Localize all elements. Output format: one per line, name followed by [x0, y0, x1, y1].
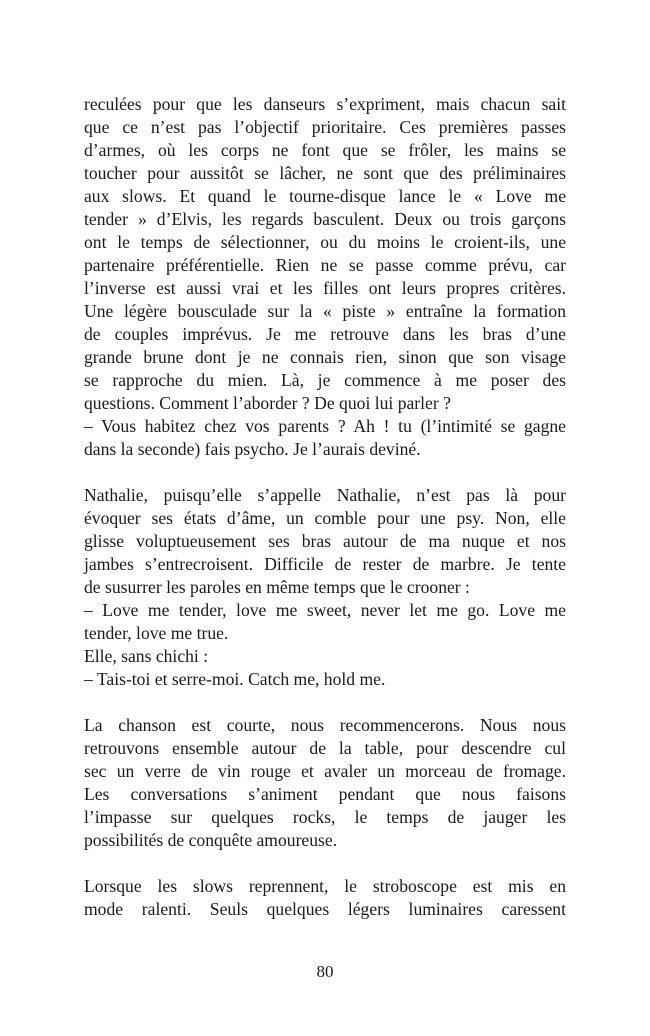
text-line: – Vous habitez chez vos parents ? Ah ! tu (l’intimité se gagne [84, 416, 566, 436]
text-line: reculées pour que les danseurs s’expriment, mais chacun sait [84, 94, 566, 114]
text-line: de susurrer les paroles en même temps que le crooner : [84, 577, 470, 597]
text-line: retrouvons ensemble autour de la table, pour descendre cul [84, 738, 566, 758]
text-line: toucher pour aussitôt se lâcher, ne sont que des préliminaires [84, 163, 566, 183]
text-line: dans la seconde) fais psycho. Je l’aurais deviné. [84, 439, 421, 459]
paragraph-gap [84, 691, 566, 714]
text-line: Elle, sans chichi : [84, 646, 209, 666]
text-line: Les conversations s’animent pendant que nous faisons [84, 784, 566, 804]
text-line: l’impasse sur quelques rocks, le temps de jauger les [84, 807, 566, 827]
paragraph-4 [84, 875, 566, 921]
text-line: de couples imprévus. Je me retrouve dans les bras d’une [84, 324, 566, 344]
text-line: que ce n’est pas l’objectif prioritaire. Ces premières passes [84, 117, 566, 137]
text-line: sec un verre de vin rouge et avaler un morceau de fromage. [84, 761, 566, 781]
text-line: évoquer ses états d’âme, un comble pour une psy. Non, elle [84, 508, 566, 528]
paragraph-2 [84, 484, 566, 691]
text-line: se rapproche du mien. Là, je commence à me poser des [84, 370, 566, 390]
text-line: d’armes, où les corps ne font que se frôler, les mains se [84, 140, 566, 160]
text-line: questions. Comment l’aborder ? De quoi lui parler ? [84, 393, 451, 413]
text-line: La chanson est courte, nous recommencerons. Nous nous [84, 715, 566, 735]
text-line: – Tais-toi et serre-moi. Catch me, hold me. [84, 669, 386, 689]
text-line: Une légère bousculade sur la « piste » entraîne la formation [84, 301, 566, 321]
paragraph-gap [84, 852, 566, 875]
text-line: – Love me tender, love me sweet, never let me go. Love me [84, 600, 566, 620]
page-number: 80 [316, 962, 334, 981]
book-page [84, 93, 566, 921]
paragraph-3 [84, 714, 566, 852]
text-line: jambes s’entrecroisent. Difficile de rester de marbre. Je tente [84, 554, 566, 574]
text-line: Lorsque les slows reprennent, le stroboscope est mis en [84, 876, 566, 896]
text-line: tender, love me true. [84, 623, 229, 643]
text-line: Nathalie, puisqu’elle s’appelle Nathalie, n’est pas là pour [84, 485, 566, 505]
text-line: l’inverse est aussi vrai et les filles ont leurs propres critères. [84, 278, 566, 298]
text-line: partenaire préférentielle. Rien ne se passe comme prévu, car [84, 255, 566, 275]
paragraph-gap [84, 461, 566, 484]
text-line: tender » d’Elvis, les regards basculent. Deux ou trois garçons [84, 209, 566, 229]
text-line: ont le temps de sélectionner, ou du moins le croient-ils, une [84, 232, 566, 252]
text-line: mode ralenti. Seuls quelques légers luminaires caressent [84, 899, 566, 919]
paragraph-1 [84, 93, 566, 461]
text-line: grande brune dont je ne connais rien, sinon que son visage [84, 347, 566, 367]
text-line: possibilités de conquête amoureuse. [84, 830, 338, 850]
text-line: aux slows. Et quand le tourne-disque lance le « Love me [84, 186, 566, 206]
text-line: glisse voluptueusement ses bras autour de ma nuque et nos [84, 531, 566, 551]
